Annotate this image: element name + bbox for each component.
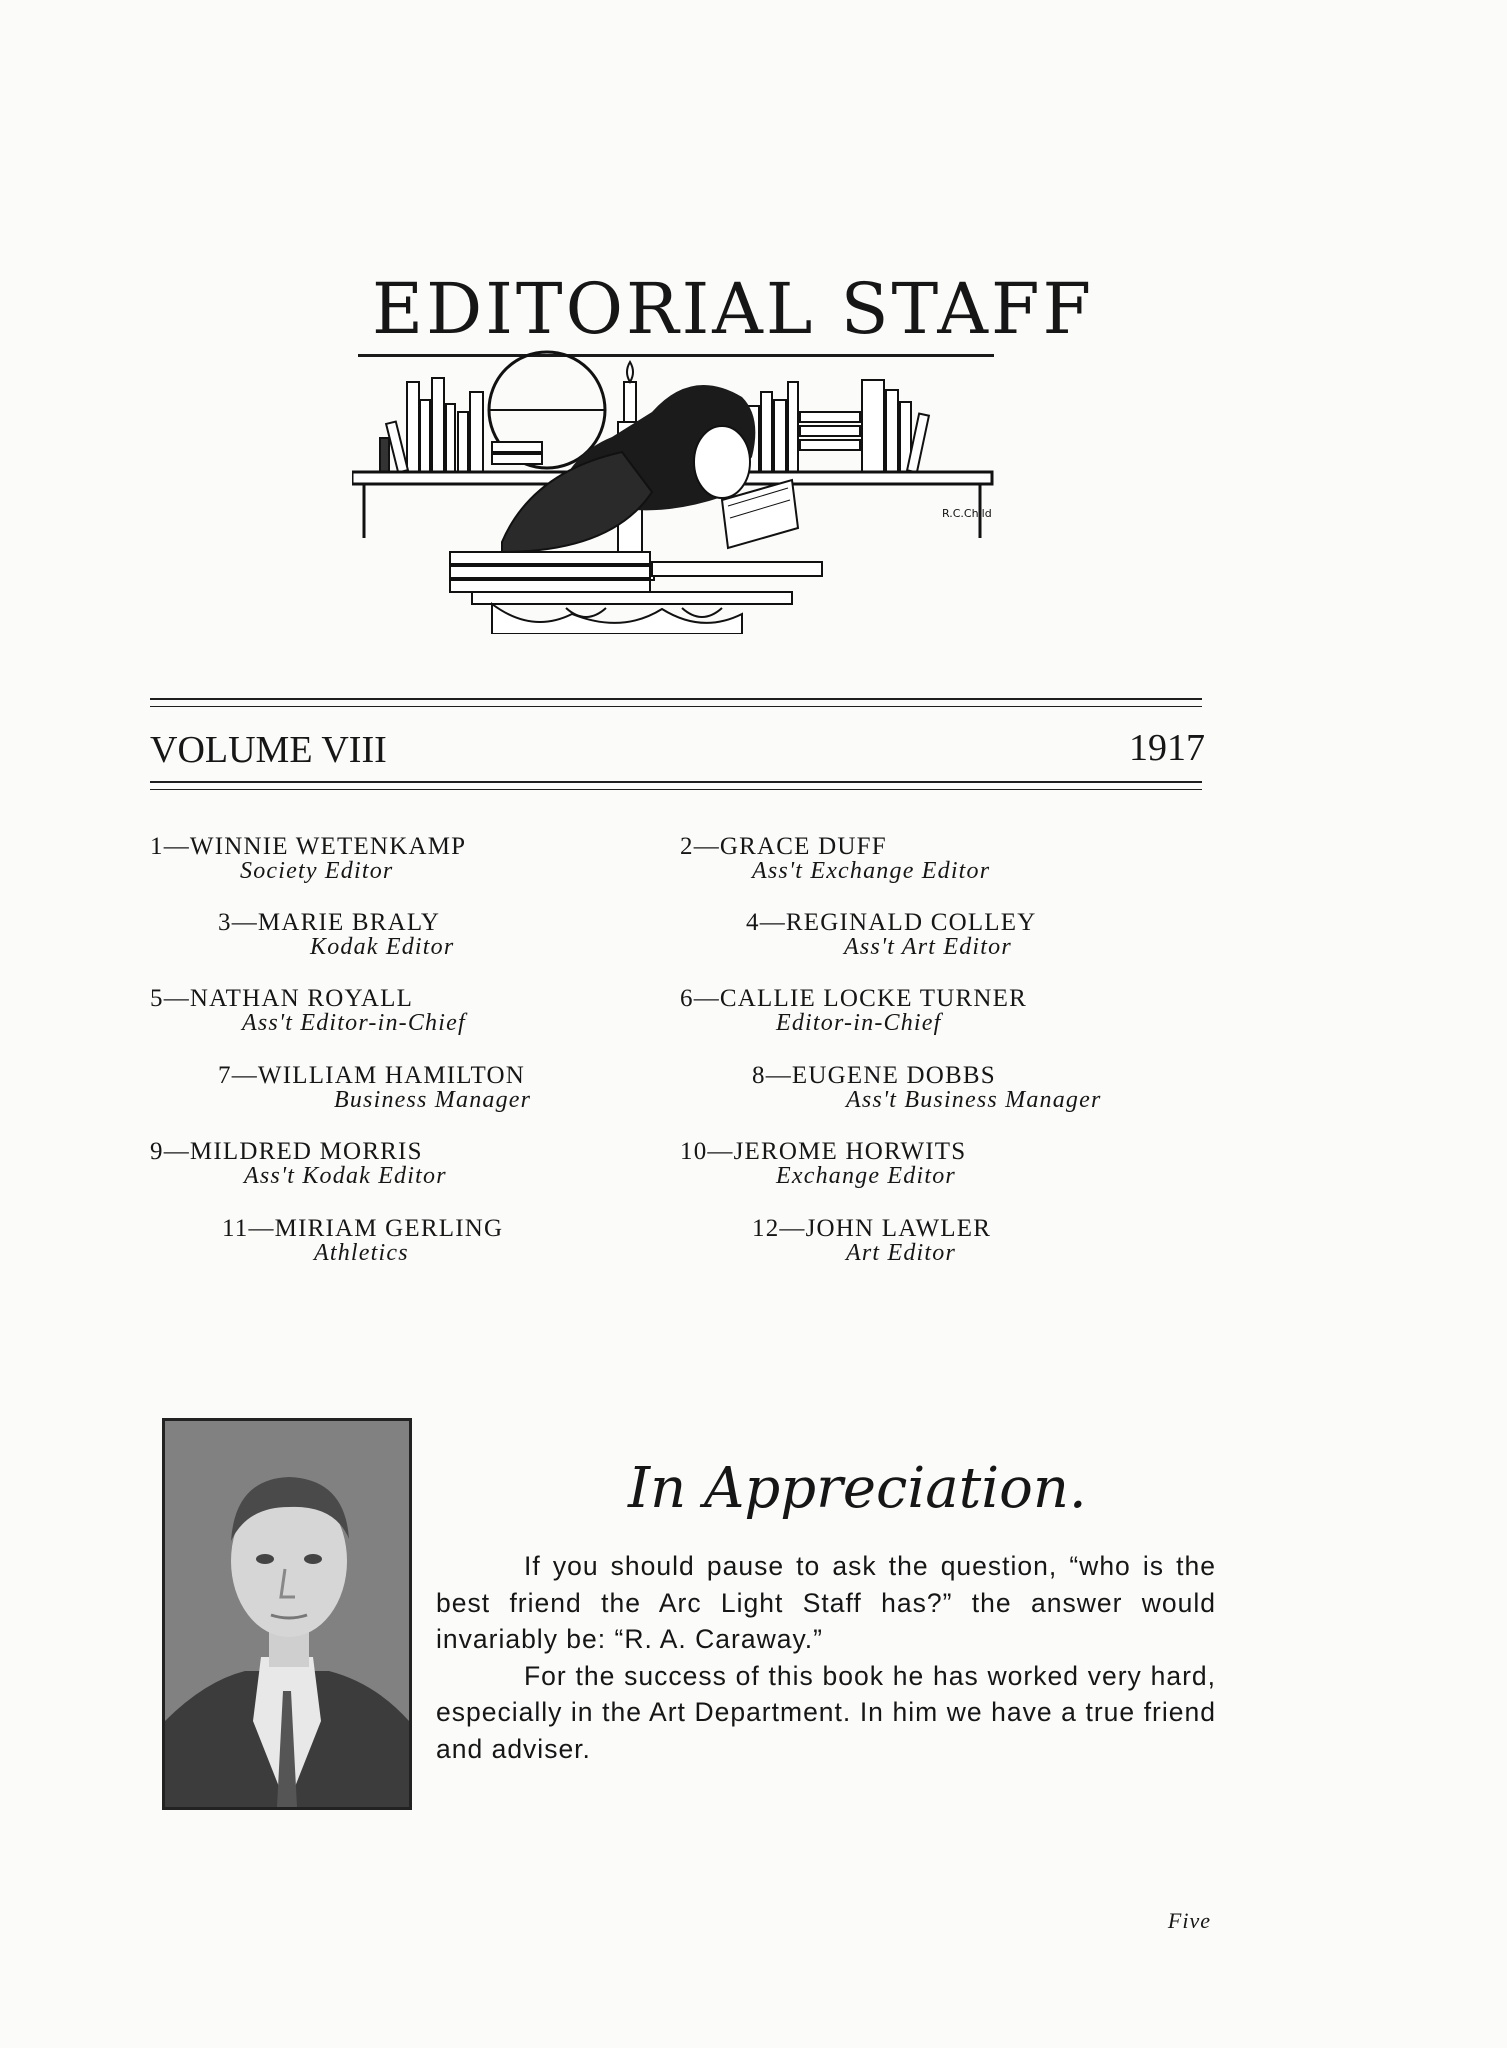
staff-entry-7	[218, 1063, 531, 1113]
staff-name: 7—WILLIAM HAMILTON	[218, 1062, 525, 1089]
staff-entry-5	[150, 986, 466, 1036]
staff-name: 2—GRACE DUFF	[680, 833, 887, 860]
bookshelf-reader-illustration	[352, 342, 1012, 634]
staff-name: 5—NATHAN ROYALL	[150, 985, 414, 1012]
volume-year: 1917	[1129, 727, 1205, 769]
portrait-photo	[162, 1418, 412, 1810]
staff-role: Society Editor	[240, 858, 394, 884]
staff-role: Art Editor	[846, 1240, 957, 1266]
staff-entry-1	[150, 834, 466, 884]
staff-entry-9	[150, 1139, 447, 1189]
staff-role: Business Manager	[334, 1087, 532, 1113]
staff-role: Athletics	[314, 1240, 409, 1266]
staff-name: 6—CALLIE LOCKE TURNER	[680, 985, 1027, 1012]
bottom-rule-thin	[150, 789, 1202, 790]
volume-label: VOLUME VIII	[150, 729, 387, 771]
staff-name: 4—REGINALD COLLEY	[746, 909, 1037, 936]
staff-role: Kodak Editor	[310, 934, 455, 960]
staff-name: 9—MILDRED MORRIS	[150, 1138, 423, 1165]
appreciation-paragraph-2: For the success of this book he has worked very hard, especially in the Art Department. In him we have a true friend and adviser.	[436, 1660, 1216, 1764]
staff-entry-6	[680, 986, 1027, 1036]
staff-entry-3	[218, 910, 454, 960]
staff-entry-4	[746, 910, 1037, 960]
staff-role: Ass't Art Editor	[844, 934, 1012, 960]
staff-role: Editor-in-Chief	[776, 1010, 942, 1036]
top-rule-thin	[150, 706, 1202, 707]
bottom-rule	[150, 781, 1202, 783]
staff-name: 8—EUGENE DOBBS	[752, 1062, 996, 1089]
staff-entry-10	[680, 1139, 966, 1189]
page-title: EDITORIAL STAFF	[372, 268, 1095, 350]
appreciation-paragraph-1: If you should pause to ask the question, “who is the best friend the Arc Light Staff has?” the answer would invariably be: “R. A. Caraway.”	[436, 1551, 1216, 1654]
staff-role: Ass't Editor-in-Chief	[242, 1010, 466, 1036]
staff-entry-11	[222, 1216, 503, 1266]
staff-entry-2	[680, 834, 990, 884]
staff-name: 11—MIRIAM GERLING	[222, 1215, 504, 1242]
staff-name: 12—JOHN LAWLER	[752, 1215, 992, 1242]
staff-entry-12	[752, 1216, 991, 1266]
staff-role: Ass't Kodak Editor	[244, 1163, 447, 1189]
staff-role: Ass't Business Manager	[846, 1087, 1102, 1113]
staff-role: Exchange Editor	[776, 1163, 956, 1189]
staff-name: 1—WINNIE WETENKAMP	[150, 833, 467, 860]
staff-name: 3—MARIE BRALY	[218, 909, 441, 936]
page-number: Five	[1167, 1908, 1211, 1933]
svg-text:R.C.Child: R.C.Child	[942, 507, 992, 520]
staff-role: Ass't Exchange Editor	[752, 858, 991, 884]
staff-name: 10—JEROME HORWITS	[680, 1138, 967, 1165]
appreciation-text	[436, 1548, 1216, 1767]
top-rule	[150, 698, 1202, 700]
appreciation-title: In Appreciation.	[628, 1456, 1087, 1521]
staff-entry-8	[752, 1063, 1102, 1113]
